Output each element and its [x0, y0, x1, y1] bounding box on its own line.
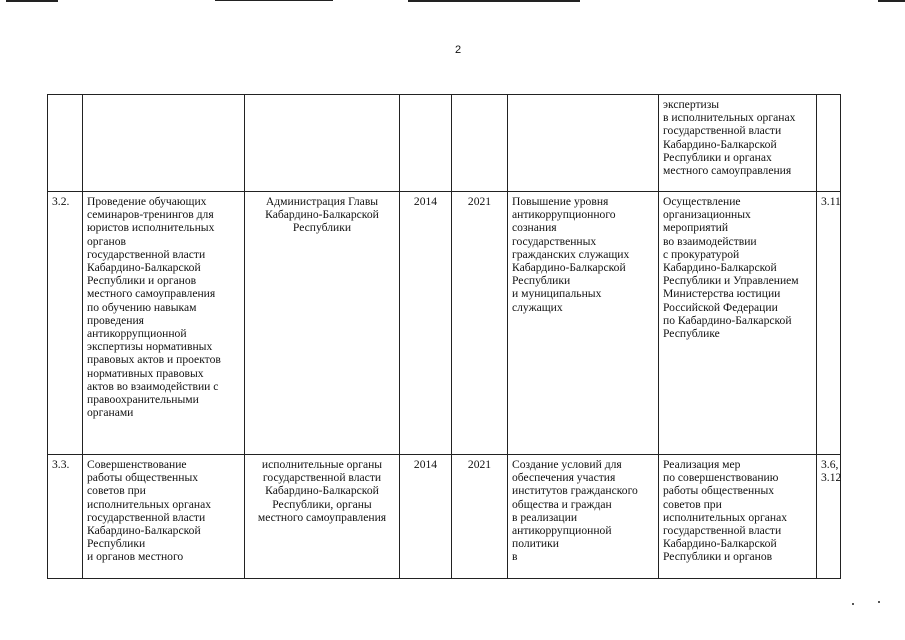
end-year-cell: 2021	[452, 192, 508, 455]
activity-cell: Проведение обучающих семинаров-тренингов для юристов исполнительных органов государственной власти Кабардино-Балкарской Республики и органов местного самоуправления по обучению навыкам проведения антикоррупционной экспертизы нормативных правовых актов и проектов нормативных правовых актов во взаимодействии с правоохранительными органами	[83, 192, 245, 455]
scan-artifact-line	[408, 0, 580, 2]
item-number-cell: 3.2.	[48, 192, 83, 455]
indicator-cell: 3.6, 3.12	[817, 455, 841, 579]
executor-cell	[245, 95, 400, 192]
item-number-cell	[48, 95, 83, 192]
result-cell: Осуществление организационных мероприятий во взаимодействии с прокуратурой Кабардино-Балкарской Республики и Управлением Министерства юстиции Российской Федерации по Кабардино-Балкарской Республике	[659, 192, 817, 455]
start-year-cell: 2014	[400, 192, 452, 455]
scan-speck	[852, 603, 854, 605]
scan-artifact-line	[6, 0, 58, 2]
activity-cell: Совершенствование работы общественных советов при исполнительных органах государственной власти Кабардино-Балкарской Республики и органов местного	[83, 455, 245, 579]
executor-cell: исполнительные органы государственной власти Кабардино-Балкарской Республики, органы местного самоуправления	[245, 455, 400, 579]
page-number: 2	[454, 44, 462, 56]
start-year-cell	[400, 95, 452, 192]
end-year-cell	[452, 95, 508, 192]
scan-artifact-line	[215, 0, 333, 1]
end-year-cell: 2021	[452, 455, 508, 579]
activity-cell	[83, 95, 245, 192]
table-row	[48, 192, 841, 455]
start-year-cell: 2014	[400, 455, 452, 579]
table-row	[48, 455, 841, 579]
indicator-cell: 3.11	[817, 192, 841, 455]
goal-cell: Повышение уровня антикоррупционного сознания государственных гражданских служащих Кабардино-Балкарской Республики и муниципальных служащих	[508, 192, 659, 455]
indicator-cell	[817, 95, 841, 192]
goal-cell	[508, 95, 659, 192]
table-row	[48, 95, 841, 192]
item-number-cell: 3.3.	[48, 455, 83, 579]
scan-artifact-line	[878, 0, 905, 2]
scan-speck	[878, 601, 880, 603]
result-cell: Реализация мер по совершенствованию работы общественных советов при исполнительных органах государственной власти Кабардино-Балкарской Республики и органов	[659, 455, 817, 579]
goal-cell: Создание условий для обеспечения участия институтов гражданского общества и граждан в реализации антикоррупционной политики в	[508, 455, 659, 579]
executor-cell: Администрация Главы Кабардино-Балкарской Республики	[245, 192, 400, 455]
result-cell: экспертизы в исполнительных органах государственной власти Кабардино-Балкарской Республики и органах местного самоуправления	[659, 95, 817, 192]
action-plan-table	[47, 94, 841, 579]
